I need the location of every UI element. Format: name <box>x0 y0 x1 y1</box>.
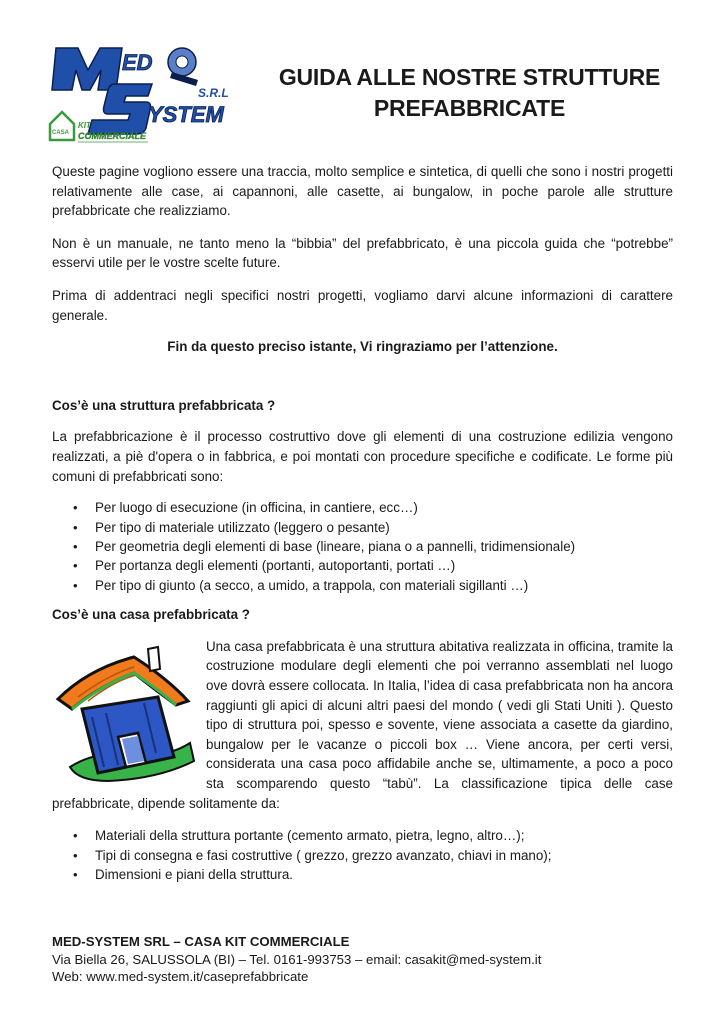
intro-paragraph-2: Non è un manuale, ne tanto meno la “bibbia” del prefabbricato, è una piccola guida che “potrebbe” esservi utile per le vostre scelte future. <box>52 235 673 271</box>
section1-heading: Cos’è una struttura prefabbricata ? <box>52 397 276 413</box>
list-item: • Per portanza degli elementi (portanti, autoportanti, portati …) <box>95 556 673 575</box>
title-line-2: PREFABBRICATE <box>373 95 566 121</box>
main-content <box>52 162 673 894</box>
title-line-1: GUIDA ALLE NOSTRE STRUTTURE <box>278 64 661 90</box>
svg-text:COMMERCIALE: COMMERCIALE <box>78 131 146 141</box>
svg-text:KIT: KIT <box>78 121 91 130</box>
footer-company: MED-SYSTEM SRL – CASA KIT COMMERCIALE <box>52 934 350 949</box>
footer-web: Web: www.med-system.it/caseprefabbricate <box>52 969 309 985</box>
section2-list <box>52 826 673 884</box>
page-title <box>262 62 677 124</box>
thanks-line: Fin da questo preciso istante, Vi ringraziamo per l’attenzione. <box>167 339 558 355</box>
list-item: • Per tipo di giunto (a secco, a umido, a trappola, con materiali sigillanti …) <box>95 576 673 595</box>
list-item: • Materiali della struttura portante (cemento armato, pietra, legno, altro…); <box>95 826 673 845</box>
intro-paragraph-1: Queste pagine vogliono essere una traccia, molto semplice e sintetica, di quelli che sono i nostri progetti relativamente alle case, ai capannoni, alle casette, ai bungalow, in poche parole alle strutture prefabbricate che realizziamo. <box>52 164 673 219</box>
list-item: • Per geometria degli elementi di base (lineare, piana o a pannelli, tridimensionale) <box>95 537 673 556</box>
list-item: • Per luogo di esecuzione (in officina, in cantiere, ecc…) <box>95 498 673 517</box>
house-illustration <box>48 639 198 789</box>
list-item: • Tipi di consegna e fasi costruttive ( grezzo, grezzo avanzato, chiavi in mano); <box>95 846 673 865</box>
list-item: • Per tipo di materiale utilizzato (leggero o pesante) <box>95 518 673 537</box>
list-item: • Dimensioni e piani della struttura. <box>95 865 673 884</box>
section2-block <box>52 637 673 813</box>
intro-paragraph-3: Prima di addentraci negli specifici nostri progetti, vogliamo darvi alcune informazioni di carattere generale. <box>52 287 673 323</box>
svg-text:CASA: CASA <box>52 130 70 136</box>
footer-address: Via Biella 26, SALUSSOLA (BI) – Tel. 0161-993753 – email: casakit@med-system.it <box>52 951 542 967</box>
section1-list <box>52 498 673 595</box>
svg-text:YSTEM: YSTEM <box>148 102 224 127</box>
section2-body: Una casa prefabbricata è una struttura abitativa realizzata in officina, tramite la costruzione modulare degli elementi che poi verranno assemblati nel luogo ove dovrà essere collocata. In Italia, l’idea di casa prefabbricata non ha ancora raggiunti gli apici di alcuni altri paesi del mondo ( vedi gli Stati Uniti ). Questo tipo di struttura poi, spesso e sovente, viene associata a casette da giardino, bungalow per le vacanze o piccoli box … Viene ancora, per certi versi, considerata una casa poco affidabile anche se, ultimamente, a poco a poco sta scomparendo questo “tabù”. La classificazione tipica delle case prefabbricate, dipende solitamente da: <box>52 638 673 811</box>
svg-text:ED: ED <box>122 50 153 75</box>
section1-body: La prefabbricazione è il processo costruttivo dove gli elementi di una costruzione edilizia vengono realizzati, a piè d'opera o in fabbrica, e poi montati con procedure specifiche e codificate. Le forme più comuni di prefabbricati sono: <box>52 429 673 484</box>
med-system-logo <box>48 40 253 148</box>
section2-heading: Cos’è una casa prefabbricata ? <box>52 607 250 623</box>
footer <box>52 933 673 986</box>
logo-srl: S.R.L <box>198 86 229 100</box>
